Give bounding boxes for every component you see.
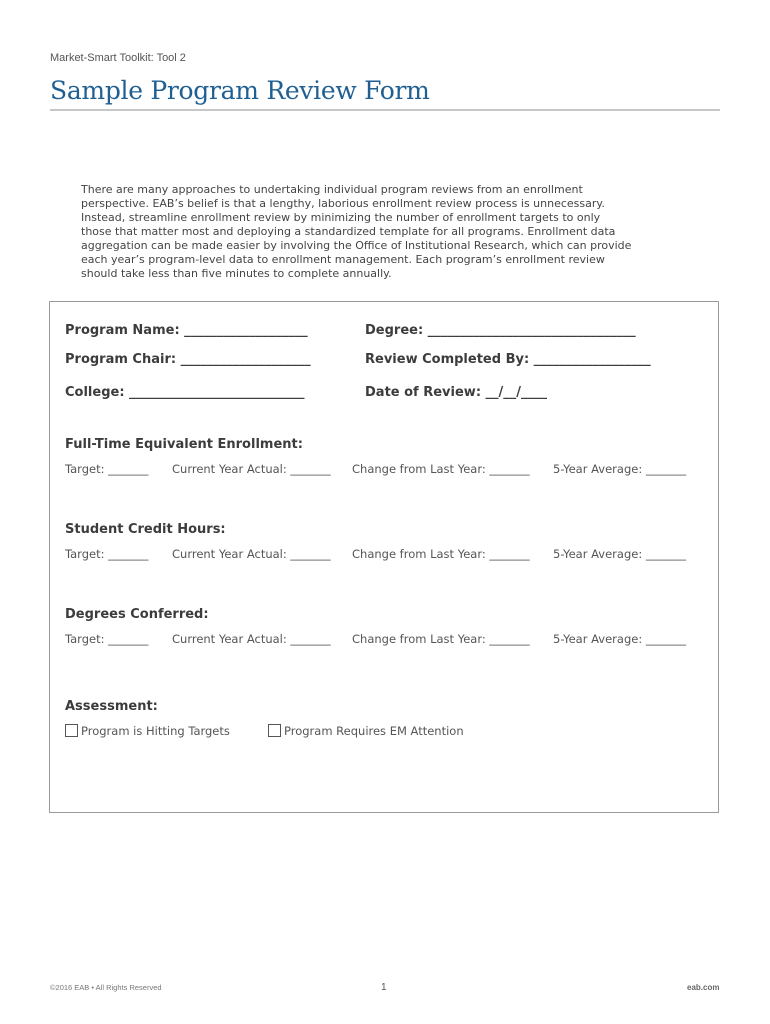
change-from-last-year-field[interactable]: Change from Last Year: _______ [352, 547, 530, 561]
fte-enrollment-heading: Full-Time Equivalent Enrollment: [65, 437, 303, 452]
change-from-last-year-field[interactable]: Change from Last Year: _______ [352, 632, 530, 646]
intro-line: There are many approaches to undertaking individual program reviews from an enrollment [81, 183, 583, 196]
target-field[interactable]: Target: _______ [65, 462, 149, 476]
checkbox-icon[interactable] [65, 724, 78, 737]
checkbox-icon[interactable] [268, 724, 281, 737]
degrees-conferred-heading: Degrees Conferred: [65, 607, 209, 622]
intro-line: Instead, streamline enrollment review by minimizing the number of enrollment targets to only [81, 211, 601, 224]
requires-em-attention-label: Program Requires EM Attention [284, 724, 464, 738]
five-year-average-field[interactable]: 5-Year Average: _______ [553, 547, 687, 561]
page-number: 1 [381, 982, 387, 993]
hitting-targets-checkbox[interactable] [65, 724, 230, 738]
current-year-actual-field[interactable]: Current Year Actual: _______ [172, 547, 331, 561]
intro-line: those that matter most and deploying a standardized template for all programs. Enrollment data [81, 225, 616, 238]
site-link[interactable]: eab.com [687, 983, 720, 992]
five-year-average-field[interactable]: 5-Year Average: _______ [553, 462, 687, 476]
intro-line: each year’s program-level data to enrollment management. Each program’s enrollment review [81, 253, 605, 266]
review-completed-by-field[interactable]: Review Completed By: __________________ [365, 352, 651, 367]
intro-line: aggregation can be made easier by involving the Office of Institutional Research, which can provide [81, 239, 632, 252]
target-field[interactable]: Target: _______ [65, 632, 149, 646]
eyebrow-label: Market-Smart Toolkit: Tool 2 [50, 52, 186, 64]
program-chair-field[interactable]: Program Chair: ____________________ [65, 352, 311, 367]
program-name-field[interactable]: Program Name: ___________________ [65, 323, 308, 338]
current-year-actual-field[interactable]: Current Year Actual: _______ [172, 462, 331, 476]
student-credit-hours-heading: Student Credit Hours: [65, 522, 226, 537]
current-year-actual-field[interactable]: Current Year Actual: _______ [172, 632, 331, 646]
college-field[interactable]: College: ___________________________ [65, 385, 305, 400]
five-year-average-field[interactable]: 5-Year Average: _______ [553, 632, 687, 646]
requires-em-attention-checkbox[interactable] [268, 724, 464, 738]
intro-line: perspective. EAB’s belief is that a lengthy, laborious enrollment review process is unnecessary. [81, 197, 605, 210]
assessment-heading: Assessment: [65, 699, 158, 714]
hitting-targets-label: Program is Hitting Targets [81, 724, 230, 738]
change-from-last-year-field[interactable]: Change from Last Year: _______ [352, 462, 530, 476]
degree-field[interactable]: Degree: ________________________________ [365, 323, 636, 338]
copyright-text: ©2016 EAB • All Rights Reserved [50, 983, 162, 992]
intro-line: should take less than five minutes to complete annually. [81, 267, 392, 280]
intro-paragraph [81, 183, 661, 281]
target-field[interactable]: Target: _______ [65, 547, 149, 561]
page-title: Sample Program Review Form [50, 76, 720, 111]
date-of-review-field[interactable]: Date of Review: __/__/____ [365, 385, 548, 400]
